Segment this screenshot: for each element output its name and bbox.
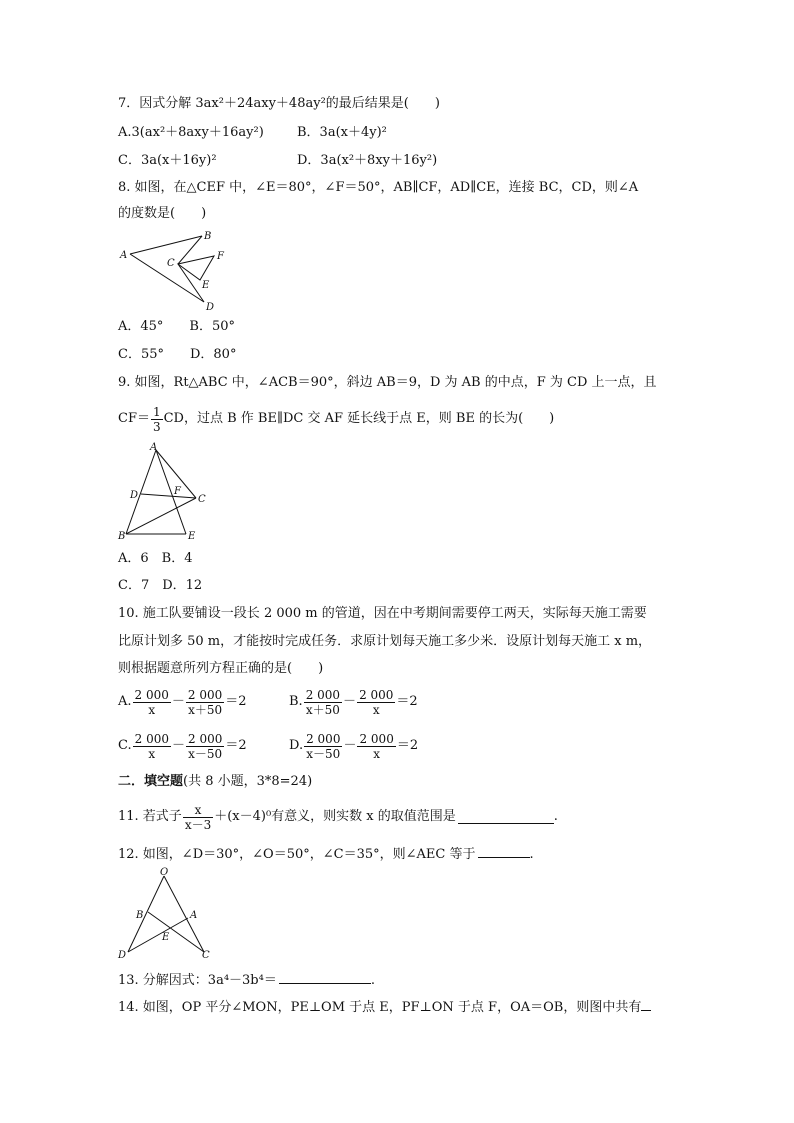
q9-cf-prefix: CF＝: [118, 411, 150, 426]
segment-dc: [141, 494, 196, 498]
q8-options-cd: C．55° D．80°: [118, 347, 237, 362]
q7-option-c: C．3a(x＋16y)²: [118, 153, 217, 168]
q10-c-rhs: ＝2: [225, 738, 247, 753]
q10-option-b-label: B.: [289, 694, 303, 709]
q12-label-c: C: [202, 950, 210, 961]
q8-stem-line1: 8. 如图，在△CEF 中，∠E＝80°，∠F＝50°，AB∥CF，AD∥CE，连接 BC，CD，则∠A: [118, 180, 639, 195]
q9-stem-line1: 9. 如图，Rt△ABC 中，∠ACB＝90°，斜边 AB＝9，D 为 AB 的中点，F 为 CD 上一点，且: [118, 375, 657, 390]
q12-label-a: A: [190, 910, 198, 921]
q13-stem-line: [118, 971, 375, 989]
q10-a-frac2: [186, 688, 224, 717]
segment-da: [128, 918, 188, 952]
q10-option-c: [118, 730, 247, 762]
q12-label-b: B: [136, 910, 144, 921]
q9-label-a: A: [150, 442, 158, 453]
q12-label-d: D: [118, 950, 127, 961]
q12-label-e: E: [162, 932, 170, 943]
q7-option-a: A.3(ax²＋8axy＋16ay²): [118, 125, 264, 140]
q13-answer-blank[interactable]: [279, 971, 371, 984]
q7-stem: 7．因式分解 3ax²＋24axy＋48ay²的最后结果是( ): [118, 96, 440, 111]
q13-suffix: .: [370, 973, 375, 988]
q10-c-n2: 2 000: [188, 731, 223, 746]
q10-stem-line2: 比原计划多 50 m，才能按时完成任务．求原计划每天施工多少米．设原计划每天施工 x m，: [118, 634, 652, 649]
q10-c-d2: x－50: [186, 746, 224, 761]
q9-options-ab: A．6 B．4: [118, 551, 193, 566]
q10-option-d: [289, 730, 418, 762]
q10-d-frac1: [304, 732, 342, 761]
q14-answer-blank[interactable]: [641, 998, 651, 1011]
q12-answer-blank[interactable]: [478, 845, 530, 858]
q8-stem-line2: 的度数是( ): [118, 206, 207, 221]
section-heading: [118, 774, 312, 790]
q12-suffix: .: [529, 847, 534, 862]
q10-a-minus: －: [171, 694, 185, 709]
q9-label-e: E: [188, 531, 196, 542]
q9-label-c: C: [198, 494, 206, 505]
q14-stem: 14. 如图，OP 平分∠MON，PE⊥OM 于点 E，PF⊥ON 于点 F，OA＝OB，则图中共有: [118, 1000, 642, 1015]
q11-answer-blank[interactable]: [458, 811, 554, 824]
q10-b-rhs: ＝2: [396, 694, 418, 709]
q10-b-minus: －: [343, 694, 357, 709]
q10-c-frac2: [186, 732, 224, 761]
segment-ab: [130, 236, 202, 254]
q9-label-b: B: [118, 531, 126, 542]
q11-fraction-numerator: x: [194, 802, 202, 817]
q10-d-n1: 2 000: [306, 731, 341, 746]
q11-middle: ＋(x－4)⁰有意义，则实数 x 的取值范围是: [214, 809, 456, 824]
section-note: (共 8 小题，3*8=24): [183, 774, 313, 789]
segment-od: [128, 876, 164, 952]
q11-fraction: [183, 803, 213, 832]
q9-label-f: F: [174, 486, 181, 497]
q10-b-frac1: [304, 688, 342, 717]
q13-stem: 13. 分解因式：3a⁴－3b⁴＝: [118, 973, 277, 988]
q10-d-frac2: [357, 732, 395, 761]
segment-cd: [178, 264, 204, 302]
q12-stem-line: [118, 845, 534, 863]
q8-label-c: C: [167, 258, 175, 269]
q9-cf-suffix: CD，过点 B 作 BE∥DC 交 AF 延长线于点 E，则 BE 的长为( ): [163, 411, 555, 426]
q8-options-ab: A．45° B．50°: [118, 319, 236, 334]
q10-c-minus: －: [171, 738, 185, 753]
q11-suffix: .: [553, 809, 558, 824]
q9-fraction: [151, 405, 163, 434]
q8-label-d: D: [206, 302, 215, 313]
q10-option-c-label: C.: [118, 738, 132, 753]
q10-b-d1: x＋50: [304, 702, 342, 717]
q10-a-d2: x＋50: [186, 702, 224, 717]
q10-b-n1: 2 000: [305, 687, 341, 702]
q10-option-a-label: A.: [118, 694, 132, 709]
q9-stem-line2: [118, 404, 554, 434]
q12-label-o: O: [160, 867, 169, 878]
triangle-cef: [178, 256, 214, 280]
q9-options-cd: C．7 D．12: [118, 578, 203, 593]
section-title: 二．填空题: [118, 774, 184, 789]
q7-option-d: D．3a(x²＋8xy＋16y²): [297, 153, 438, 168]
q14-stem-line: [118, 998, 651, 1016]
q10-b-n2: 2 000: [359, 687, 394, 702]
q8-label-f: F: [217, 251, 224, 262]
q10-d-d2: x: [357, 746, 395, 761]
q8-figure: [116, 228, 231, 314]
q10-c-n1: 2 000: [134, 731, 169, 746]
q11-stem: [118, 800, 558, 834]
segment-ae: [156, 450, 186, 534]
q8-label-b: B: [204, 231, 212, 242]
q10-b-frac2: [357, 688, 395, 717]
q10-b-d2: x: [357, 702, 395, 717]
q10-a-frac1: [133, 688, 171, 717]
q10-option-b: [289, 686, 418, 718]
q8-label-a: A: [120, 250, 128, 261]
q10-a-rhs: ＝2: [225, 694, 247, 709]
q11-fraction-denominator: x－3: [184, 817, 212, 832]
q10-d-rhs: ＝2: [396, 738, 419, 753]
q12-stem: 12. 如图，∠D＝30°，∠O＝50°，∠C＝35°，则∠AEC 等于: [118, 847, 476, 862]
q10-d-minus: －: [343, 738, 357, 753]
q10-a-n1: 2 000: [134, 687, 169, 702]
q11-prefix: 11. 若式子: [118, 809, 182, 824]
q10-d-d1: x－50: [304, 746, 342, 761]
q8-label-e: E: [202, 280, 210, 291]
q10-c-d1: x: [133, 746, 171, 761]
q10-c-frac1: [133, 732, 171, 761]
q9-fraction-numerator: 1: [152, 404, 161, 419]
q10-stem-line3: 则根据题意所列方程正确的是( ): [118, 661, 324, 676]
q10-d-n2: 2 000: [359, 731, 394, 746]
q10-option-a: [118, 686, 247, 718]
q10-a-n2: 2 000: [187, 687, 223, 702]
q10-option-d-label: D.: [289, 738, 304, 753]
q7-option-b: B．3a(x＋4y)²: [297, 125, 387, 140]
q9-figure: [116, 440, 216, 542]
q10-stem-line1: 10. 施工队要铺设一段长 2 000 m 的管道，因在中考期间需要停工两天，实际每天施工需要: [118, 606, 647, 621]
q12-figure: [116, 866, 216, 962]
segment-oc: [164, 876, 204, 952]
q10-a-d1: x: [133, 702, 171, 717]
q9-fraction-denominator: 3: [152, 419, 161, 434]
q9-label-d: D: [130, 490, 139, 501]
